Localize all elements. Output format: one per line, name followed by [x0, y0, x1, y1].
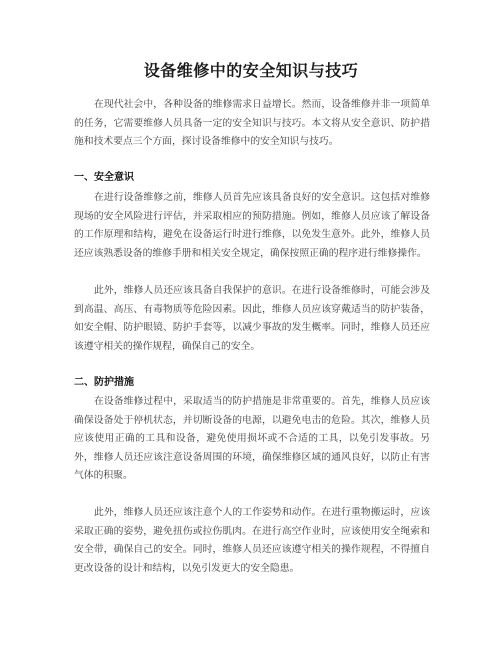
section-paragraph: 在设备维修过程中，采取适当的防护措施是非常重要的。首先，维修人员应该确保设备处于停机状态，并切断设备的电源，以避免电击的危险。其次，维修人员应该使用正确的工具和设备，避免使用损坏或不合适的工具，以免引发事故。另外，维修人员还应该注意设备周围的环境，确保维修区域的通风良好，以防止有害气体的积聚。: [74, 396, 430, 481]
intro-paragraph: 在现代社会中，各种设备的维修需求日益增长。然而，设备维修并非一项简单的任务，它需要维修人员具备一定的安全知识与技巧。本文将从安全意识、防护措施和技术要点三个方面，探讨设备维修中的安全知识与技巧。: [74, 99, 430, 147]
section-paragraph: 此外，维修人员还应该具备自我保护的意识。在进行设备维修时，可能会涉及到高温、高压、有毒物质等危险因素。因此，维修人员应该穿戴适当的防护装备，如安全帽、防护眼镜、防护手套等，以减少事故的发生概率。同时，维修人员还应该遵守相关的操作规程，确保自己的安全。: [74, 285, 430, 352]
section-heading-protective-measures: 二、防护措施: [74, 377, 134, 388]
section-paragraph: 在进行设备维修之前，维修人员首先应该具备良好的安全意识。这包括对维修现场的安全风险进行评估，并采取相应的预防措施。例如，维修人员应该了解设备的工作原理和结构，避免在设备运行时进行维修，以免发生意外。此外，维修人员还应该熟悉设备的维修手册和相关安全规定，确保按照正确的程序进行维修操作。: [74, 192, 430, 259]
section-heading-safety-awareness: 一、安全意识: [74, 172, 134, 183]
section-paragraph: 此外，维修人员还应该注意个人的工作姿势和动作。在进行重物搬运时，应该采取正确的姿势，避免扭伤或拉伤肌肉。在进行高空作业时，应该使用安全绳索和安全带，确保自己的安全。同时，维修人员还应该遵守相关的操作规程，不得擅自更改设备的设计和结构，以免引发更大的安全隐患。: [74, 507, 430, 574]
page-title: 设备维修中的安全知识与技巧: [143, 61, 359, 80]
